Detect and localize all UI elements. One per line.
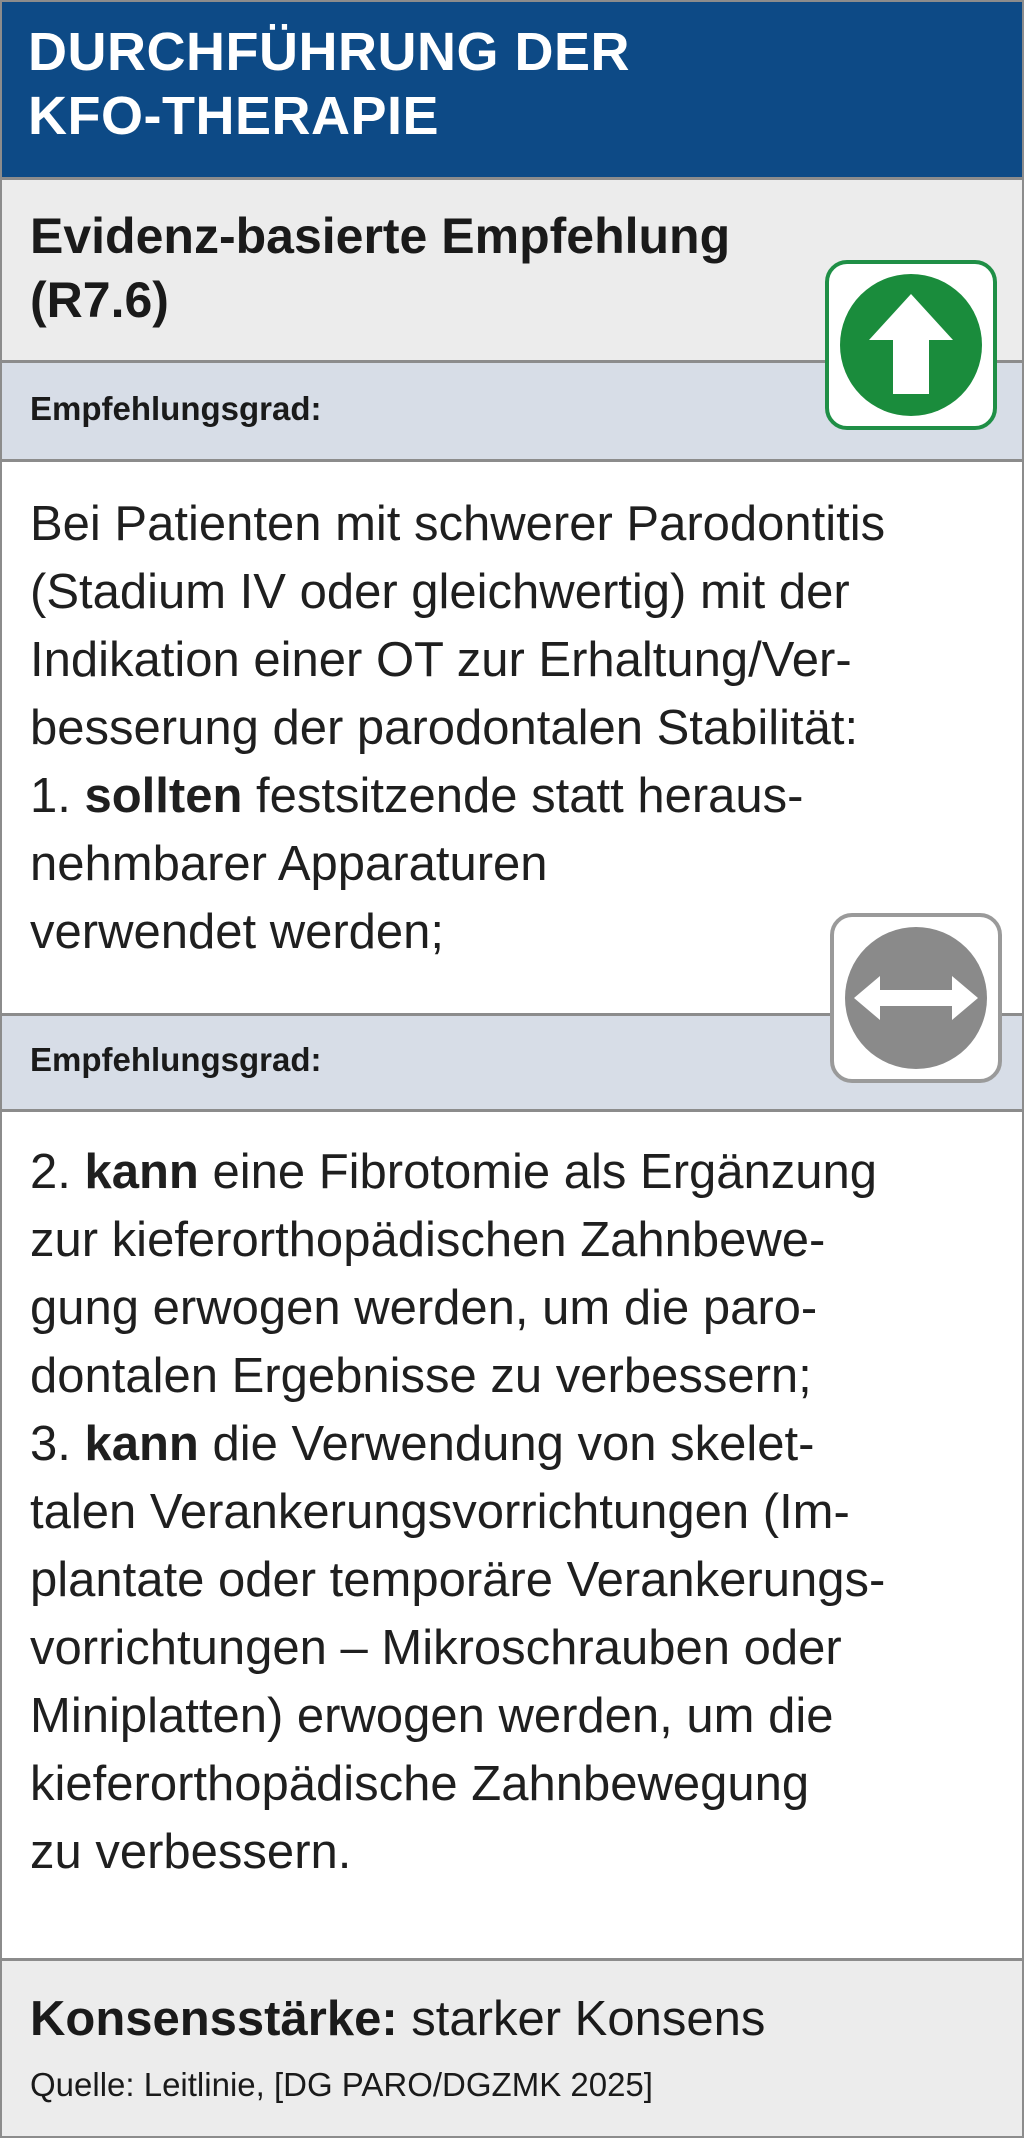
text-line: talen Verankerungsvorrichtungen (Im- (30, 1485, 850, 1539)
header-title: DURCHFÜHRUNG DER KFO-THERAPIE (28, 22, 630, 146)
modal-verb: kann (84, 1145, 199, 1199)
list-item-1: 1. sollten festsitzende statt heraus- (30, 769, 804, 823)
text-line: vorrichtungen – Mikroschrauben oder (30, 1621, 842, 1675)
text-line: nehmbarer Apparaturen (30, 837, 548, 891)
consensus-line (30, 1989, 765, 2049)
list-item-2: 2. kann eine Fibrotomie als Ergänzung (30, 1145, 878, 1199)
source-line: Quelle: Leitlinie, [DG PARO/DGZMK 2025] (30, 2066, 653, 2103)
arrow-up-icon (829, 264, 993, 426)
text-line: zur kieferorthopädischen Zahnbewe- (30, 1213, 826, 1267)
text-line: besserung der parodontalen Stabilität: (30, 701, 859, 755)
consensus-value: starker Konsens (397, 1992, 766, 2046)
text-line: dontalen Ergebnisse zu verbessern; (30, 1349, 812, 1403)
text-line: Indikation einer OT zur Erhaltung/Ver- (30, 633, 852, 687)
recommendation-text-1 (30, 490, 1020, 966)
modal-verb: kann (84, 1417, 199, 1471)
text-line: kieferorthopädische Zahnbewegung (30, 1757, 810, 1811)
text-line: gung erwogen werden, um die paro- (30, 1281, 818, 1335)
modal-verb: sollten (84, 769, 243, 823)
text-line: verwendet werden; (30, 905, 445, 959)
recommendation-text-2 (30, 1138, 1020, 1886)
grade-label-1: Empfehlungsgrad: (30, 390, 322, 427)
text-line: Bei Patienten mit schwerer Parodontitis (30, 497, 886, 551)
text-line: Miniplatten) erwogen werden, um die (30, 1689, 834, 1743)
text-line: (Stadium IV oder gleichwertig) mit der (30, 565, 850, 619)
text-line: zu verbessern. (30, 1825, 352, 1879)
grade-icon-open (830, 913, 1002, 1083)
recommendation-title: Evidenz-basierte Empfehlung (R7.6) (30, 208, 731, 328)
footer-band (2, 1958, 1022, 2136)
grade-label-2: Empfehlungsgrad: (30, 1041, 322, 1078)
list-item-3: 3. kann die Verwendung von skelet- (30, 1417, 815, 1471)
double-arrow-icon (834, 917, 998, 1079)
consensus-label: Konsensstärke: (30, 1992, 398, 2046)
section-header (2, 2, 1022, 180)
text-line: plantate oder temporäre Verankerungs- (30, 1553, 886, 1607)
grade-icon-strong (825, 260, 997, 430)
